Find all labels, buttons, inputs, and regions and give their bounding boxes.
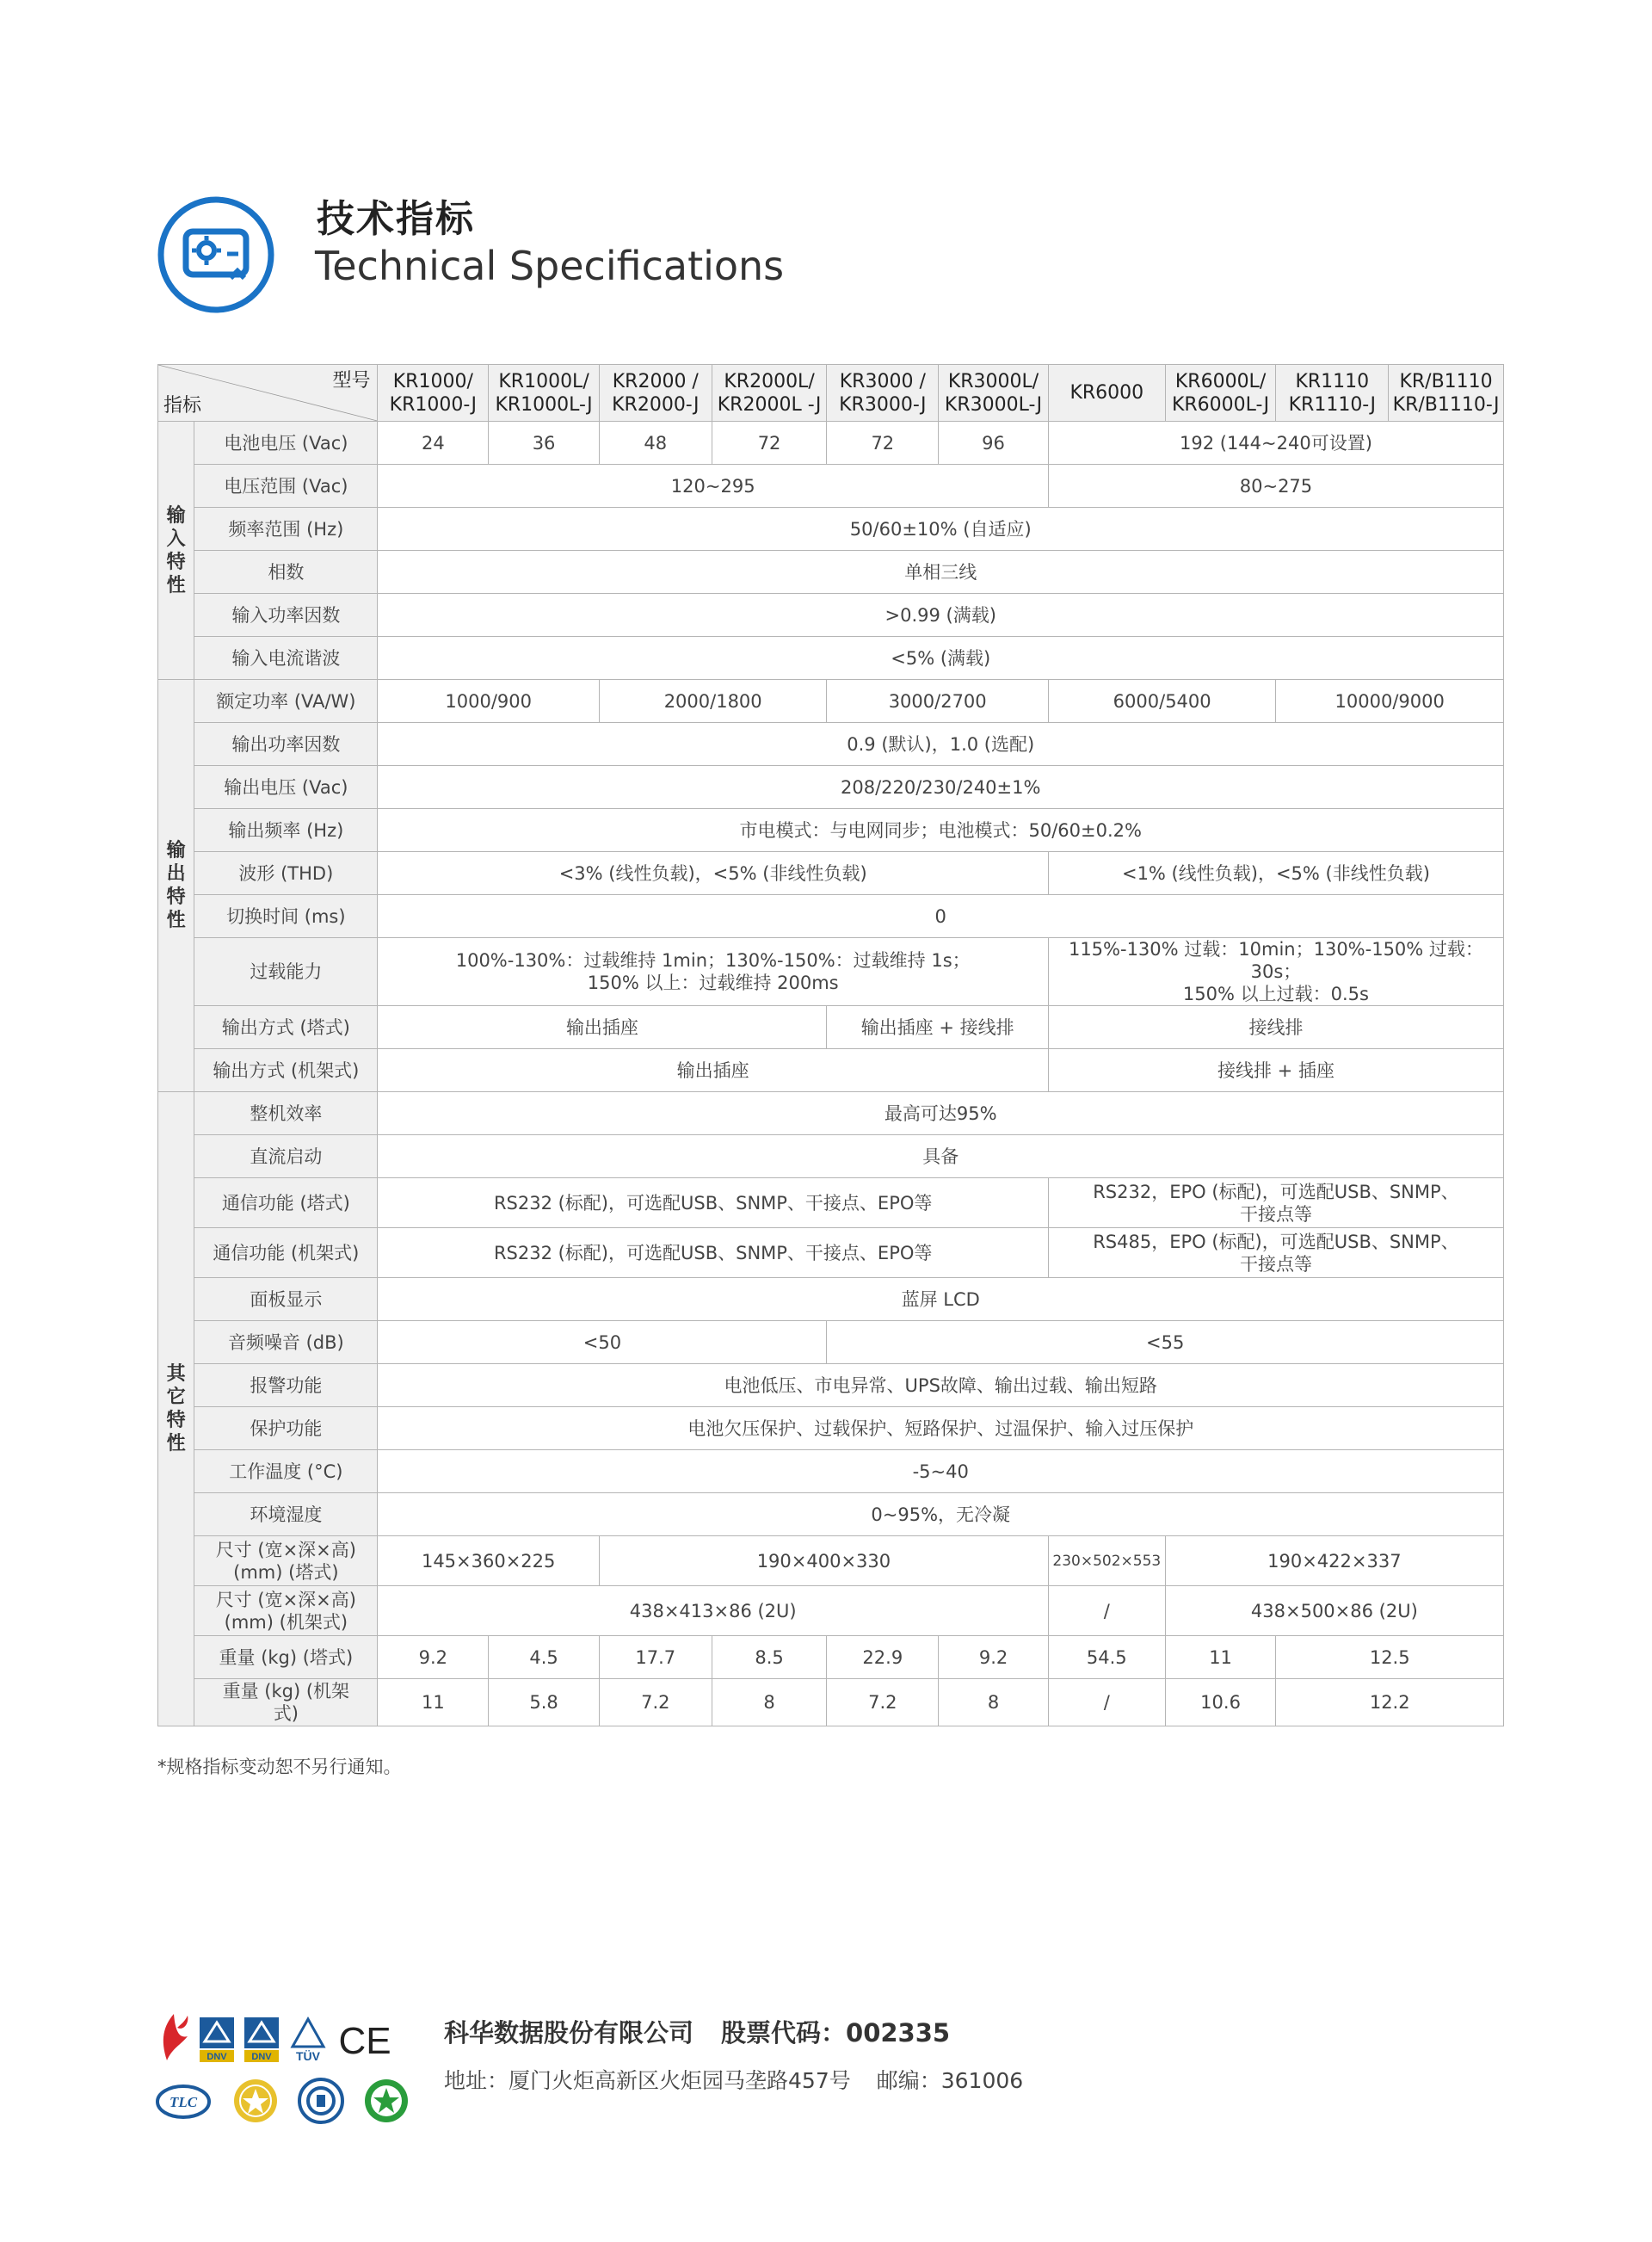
cell-value: <3% (线性负载)，<5% (非线性负载): [378, 852, 1048, 895]
row-label: 工作温度 (°C): [194, 1450, 378, 1493]
cell-value: 10.6: [1165, 1679, 1276, 1726]
stock-code: 股票代码：002335: [721, 2018, 951, 2047]
category-other: 其它特性: [158, 1092, 194, 1726]
row-label: 波形 (THD): [194, 852, 378, 895]
cell-value: 438×413×86 (2U): [378, 1586, 1048, 1636]
cell-value: >0.99 (满载): [378, 594, 1504, 637]
cell-value: 208/220/230/240±1%: [378, 766, 1504, 809]
table-row: [158, 551, 1504, 594]
cell-value: 接线排: [1048, 1006, 1503, 1049]
cqc-logo: [298, 2078, 344, 2124]
cell-value: 9.2: [378, 1636, 489, 1679]
page-title-en: Technical Specifications: [315, 243, 785, 289]
table-row: [158, 1636, 1504, 1679]
model-header: KR3000L/ KR3000L-J: [939, 365, 1049, 422]
cell-value: RS232 (标配)，可选配USB、SNMP、干接点、EPO等: [378, 1178, 1048, 1228]
cell-value: 17.7: [599, 1636, 712, 1679]
cell-value: 230×502×553: [1048, 1536, 1165, 1586]
row-label: 输入功率因数: [194, 594, 378, 637]
model-header: KR1000/ KR1000-J: [378, 365, 489, 422]
cell-value: <55: [827, 1321, 1504, 1364]
svg-text:DNV: DNV: [206, 2052, 227, 2062]
company-info: [444, 2014, 950, 2049]
svg-text:DNV: DNV: [251, 2052, 272, 2062]
cert-logos: [155, 2010, 430, 2133]
row-label: 额定功率 (VA/W): [194, 680, 378, 723]
cell-value: 具备: [378, 1135, 1504, 1178]
model-header: KR6000L/ KR6000L-J: [1165, 365, 1276, 422]
row-label: 通信功能 (机架式): [194, 1228, 378, 1278]
model-header: KR6000: [1048, 365, 1165, 422]
cell-value: 蓝屏 LCD: [378, 1278, 1504, 1321]
table-row: [158, 1450, 1504, 1493]
table-row: [158, 1536, 1504, 1586]
table-row: [158, 1493, 1504, 1536]
row-label: 电压范围 (Vac): [194, 465, 378, 508]
dnv-logo-2: [243, 2016, 280, 2064]
gear-monitor-icon: [155, 194, 277, 316]
table-row: [158, 1135, 1504, 1178]
corner-model-label: 型号: [332, 370, 371, 392]
row-label: 输出电压 (Vac): [194, 766, 378, 809]
table-row: [158, 766, 1504, 809]
table-row: [158, 1364, 1504, 1407]
table-row: [158, 465, 1504, 508]
model-header: KR1000L/ KR1000L-J: [489, 365, 600, 422]
cell-value: RS232 (标配)，可选配USB、SNMP、干接点、EPO等: [378, 1228, 1048, 1278]
table-row: [158, 723, 1504, 766]
cell-value: 96: [939, 422, 1049, 465]
category-input: 输入特性: [158, 422, 194, 680]
table-row: [158, 1092, 1504, 1135]
cell-value: 9.2: [939, 1636, 1049, 1679]
table-row: [158, 1679, 1504, 1726]
postcode: 邮编：361006: [876, 2068, 1024, 2093]
cell-value: 100%-130%：过载维持 1min；130%-150%：过载维持 1s； 150% 以上：过载维持 200ms: [378, 938, 1048, 1006]
row-label: 环境湿度: [194, 1493, 378, 1536]
cell-value: 12.5: [1276, 1636, 1504, 1679]
cell-value: 输出插座: [378, 1049, 1048, 1092]
cell-value: 48: [599, 422, 712, 465]
cell-value: 0: [378, 895, 1504, 938]
cell-value: 50/60±10% (自适应): [378, 508, 1504, 551]
company-name: 科华数据股份有限公司: [444, 2018, 694, 2047]
cell-value: 72: [827, 422, 939, 465]
cell-value: 0.9 (默认)，1.0 (选配): [378, 723, 1504, 766]
tlc-logo: [155, 2081, 212, 2122]
cell-value: 6000/5400: [1048, 680, 1276, 723]
model-header: KR2000 / KR2000-J: [599, 365, 712, 422]
model-header-row: [158, 365, 1504, 422]
cell-value: 1000/900: [378, 680, 599, 723]
table-row: [158, 1006, 1504, 1049]
row-label: 尺寸 (宽×深×高) (mm) (机架式): [194, 1586, 378, 1636]
cell-value: RS232，EPO (标配)，可选配USB、SNMP、 干接点等: [1048, 1178, 1503, 1228]
cell-value: <50: [378, 1321, 827, 1364]
cell-value: <5% (满载): [378, 637, 1504, 680]
cell-value: 11: [378, 1679, 489, 1726]
row-label: 尺寸 (宽×深×高) (mm) (塔式): [194, 1536, 378, 1586]
table-row: [158, 938, 1504, 1006]
quality-award-logo: [232, 2078, 279, 2124]
cell-value: 12.2: [1276, 1679, 1504, 1726]
table-row: [158, 1228, 1504, 1278]
table-row: [158, 680, 1504, 723]
cell-value: 单相三线: [378, 551, 1504, 594]
cell-value: 438×500×86 (2U): [1165, 1586, 1503, 1636]
row-label: 频率范围 (Hz): [194, 508, 378, 551]
cell-value: 24: [378, 422, 489, 465]
cell-value: 115%-130% 过载：10min；130%-150% 过载：30s； 150% 以上过载：0.5s: [1048, 938, 1503, 1006]
svg-text:TÜV: TÜV: [296, 2049, 320, 2063]
row-label: 直流启动: [194, 1135, 378, 1178]
cell-value: 电池低压、市电异常、UPS故障、输出过载、输出短路: [378, 1364, 1504, 1407]
cell-value: 190×400×330: [599, 1536, 1048, 1586]
row-label: 切换时间 (ms): [194, 895, 378, 938]
cell-value: 8: [939, 1679, 1049, 1726]
cell-value: 36: [489, 422, 600, 465]
row-label: 相数: [194, 551, 378, 594]
table-row: [158, 508, 1504, 551]
row-label: 电池电压 (Vac): [194, 422, 378, 465]
cell-value: 10000/9000: [1276, 680, 1504, 723]
cell-value: 22.9: [827, 1636, 939, 1679]
table-row: [158, 852, 1504, 895]
cell-value: 电池欠压保护、过载保护、短路保护、过温保护、输入过压保护: [378, 1407, 1504, 1450]
row-label: 通信功能 (塔式): [194, 1178, 378, 1228]
environmental-logo: [363, 2078, 410, 2124]
china-quality-logo: [155, 2010, 193, 2064]
category-output: 输出特性: [158, 680, 194, 1092]
tuv-logo: [287, 2016, 329, 2064]
row-label: 输出功率因数: [194, 723, 378, 766]
cell-value: /: [1048, 1586, 1165, 1636]
corner-index-label: 指标: [163, 395, 202, 417]
cell-value: 7.2: [599, 1679, 712, 1726]
cell-value: 8.5: [712, 1636, 827, 1679]
table-row: [158, 594, 1504, 637]
cell-value: 80~275: [1048, 465, 1503, 508]
table-row: [158, 422, 1504, 465]
table-row: [158, 1049, 1504, 1092]
cell-value: -5~40: [378, 1450, 1504, 1493]
table-row: [158, 895, 1504, 938]
table-row: [158, 1586, 1504, 1636]
cell-value: 145×360×225: [378, 1536, 599, 1586]
cell-value: 72: [712, 422, 827, 465]
cell-value: 2000/1800: [599, 680, 827, 723]
row-label: 重量 (kg) (机架 式): [194, 1679, 378, 1726]
row-label: 报警功能: [194, 1364, 378, 1407]
cell-value: 输出插座: [378, 1006, 827, 1049]
table-row: [158, 1407, 1504, 1450]
cell-value: 3000/2700: [827, 680, 1048, 723]
cell-value: 120~295: [378, 465, 1048, 508]
row-label: 过载能力: [194, 938, 378, 1006]
cell-value: 输出插座 + 接线排: [827, 1006, 1048, 1049]
table-row: [158, 809, 1504, 852]
row-label: 面板显示: [194, 1278, 378, 1321]
model-header: KR/B1110 KR/B1110-J: [1389, 365, 1504, 422]
cell-value: 192 (144~240可设置): [1048, 422, 1503, 465]
row-label: 输入电流谐波: [194, 637, 378, 680]
model-header: KR2000L/ KR2000L -J: [712, 365, 827, 422]
table-row: [158, 1321, 1504, 1364]
cell-value: 190×422×337: [1165, 1536, 1503, 1586]
model-header: KR1110 KR1110-J: [1276, 365, 1389, 422]
footnote: *规格指标变动恕不另行通知。: [157, 1757, 402, 1777]
address-text: 地址：厦门火炬高新区火炬园马垄路457号: [444, 2068, 851, 2093]
cell-value: <1% (线性负载)，<5% (非线性负载): [1048, 852, 1503, 895]
cell-value: RS485，EPO (标配)，可选配USB、SNMP、 干接点等: [1048, 1228, 1503, 1278]
table-row: [158, 1278, 1504, 1321]
table-row: [158, 1178, 1504, 1228]
dnv-logo-1: [198, 2016, 236, 2064]
cell-value: 最高可达95%: [378, 1092, 1504, 1135]
cell-value: /: [1048, 1679, 1165, 1726]
row-label: 输出方式 (塔式): [194, 1006, 378, 1049]
table-row: [158, 637, 1504, 680]
page-title-cn: 技术指标: [317, 197, 475, 241]
cell-value: 接线排 + 插座: [1048, 1049, 1503, 1092]
row-label: 整机效率: [194, 1092, 378, 1135]
row-label: 输出频率 (Hz): [194, 809, 378, 852]
cell-value: 11: [1165, 1636, 1276, 1679]
row-label: 音频噪音 (dB): [194, 1321, 378, 1364]
company-address: [444, 2064, 1023, 2095]
model-header: KR3000 / KR3000-J: [827, 365, 939, 422]
cell-value: 0~95%，无冷凝: [378, 1493, 1504, 1536]
row-label: 输出方式 (机架式): [194, 1049, 378, 1092]
svg-text:TLC: TLC: [169, 2094, 198, 2110]
corner-cell: [158, 365, 378, 422]
cell-value: 8: [712, 1679, 827, 1726]
cell-value: 54.5: [1048, 1636, 1165, 1679]
cell-value: 市电模式：与电网同步；电池模式：50/60±0.2%: [378, 809, 1504, 852]
cell-value: 5.8: [489, 1679, 600, 1726]
spec-table: [157, 364, 1504, 1726]
cell-value: 4.5: [489, 1636, 600, 1679]
row-label: 重量 (kg) (塔式): [194, 1636, 378, 1679]
ce-logo: [334, 2017, 396, 2060]
svg-text:CE: CE: [338, 2020, 391, 2060]
row-label: 保护功能: [194, 1407, 378, 1450]
cell-value: 7.2: [827, 1679, 939, 1726]
